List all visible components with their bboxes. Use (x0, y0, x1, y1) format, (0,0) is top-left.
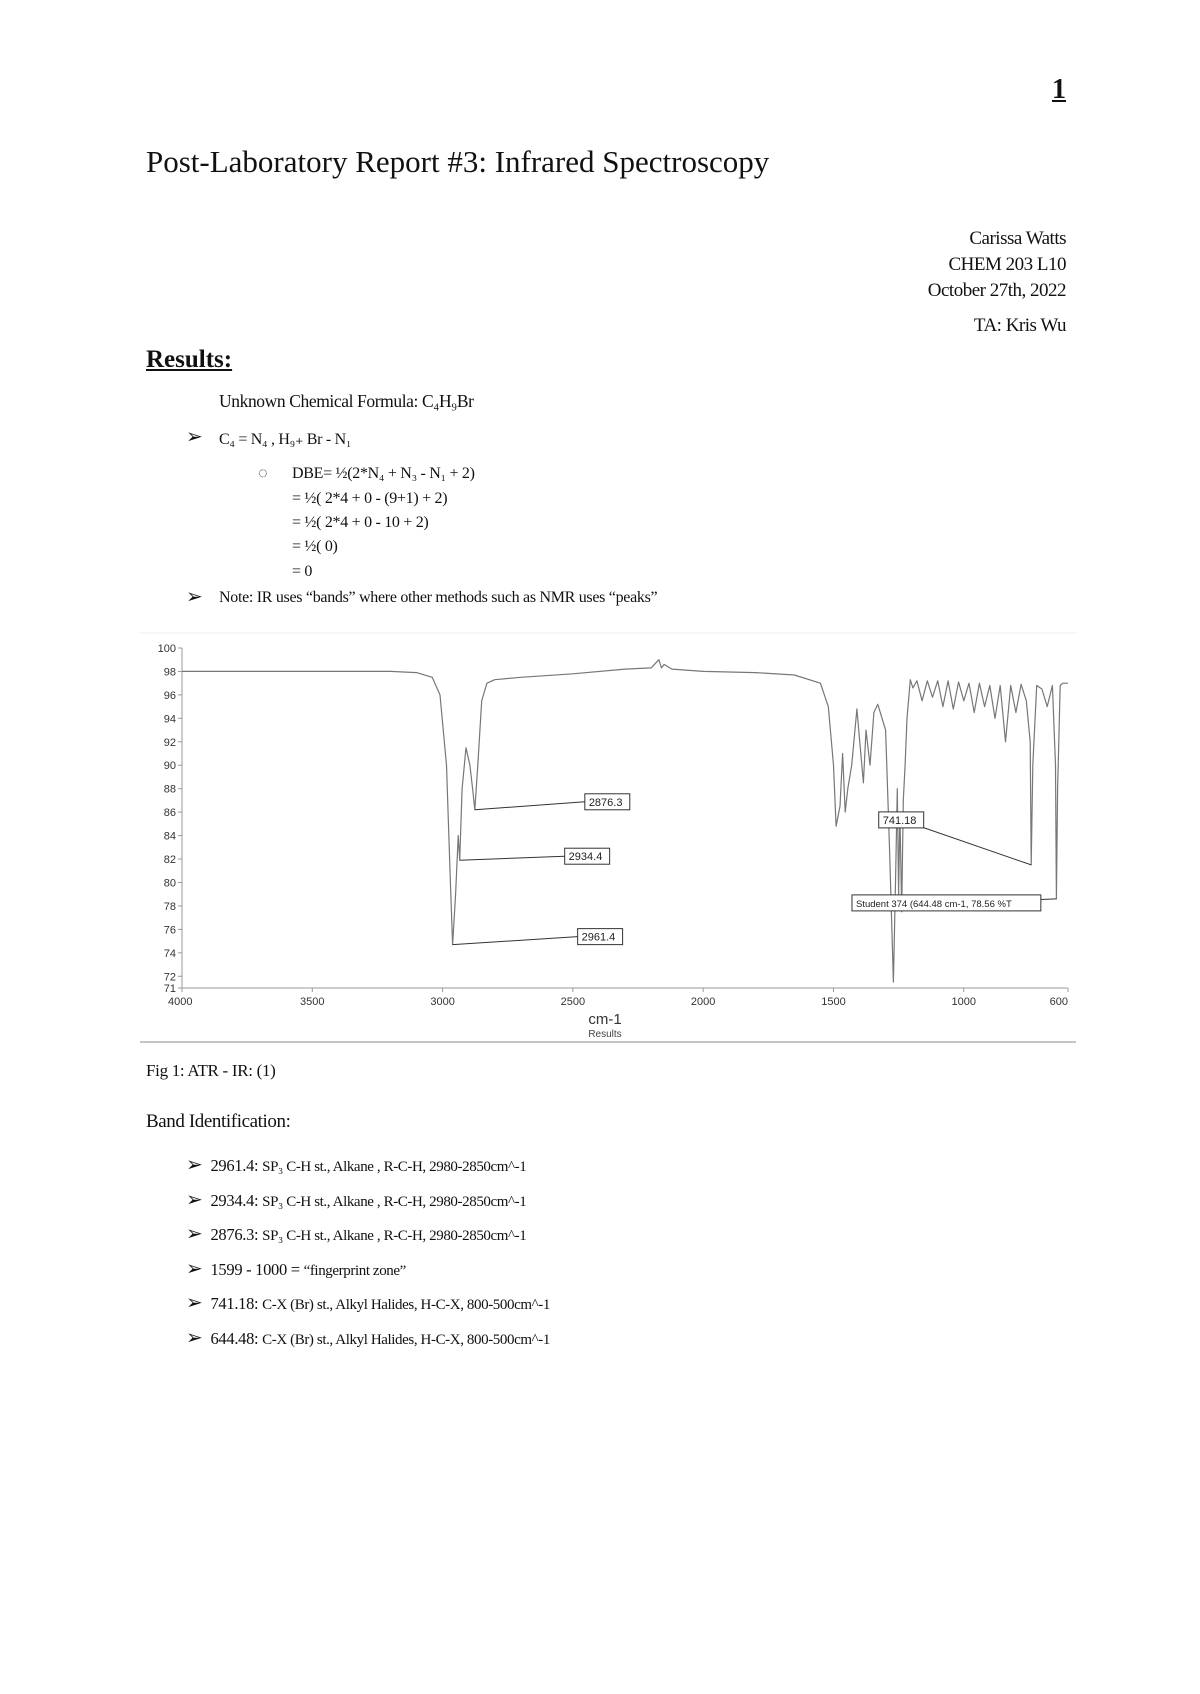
x-tick-label: 3000 (430, 996, 455, 1008)
page-number: 1 (1052, 74, 1066, 105)
band-description: SP₃ C-H st., Alkane , R-C-H, 2980-2850cm^-1 (262, 1159, 527, 1175)
formula-line: Unknown Chemical Formula: C₄H₉Br (219, 391, 474, 411)
dbe-line: = ½( 2*4 + 0 - 10 + 2) (292, 514, 429, 531)
band-description: C-X (Br) st., Alkyl Halides, H-C-X, 800-500cm^-1 (262, 1297, 550, 1313)
band-item (186, 1152, 526, 1177)
x-tick-label: 4000 (168, 996, 193, 1008)
band-value: 2876.3: (210, 1225, 259, 1244)
band-description: SP₃ C-H st., Alkane , R-C-H, 2980-2850cm^-1 (262, 1228, 527, 1244)
x-tick-label: 3500 (300, 996, 325, 1008)
x-tick-label: 2000 (690, 996, 716, 1008)
x-tick-label: 1000 (951, 996, 977, 1008)
band-value: 2961.4: (210, 1156, 259, 1175)
band-description: SP₃ C-H st., Alkane , R-C-H, 2980-2850cm^-1 (262, 1193, 527, 1210)
y-tick-label: 100 (157, 643, 176, 655)
band-value: 741.18: (210, 1294, 259, 1313)
author-name: Carissa Watts (969, 228, 1066, 249)
band-item (186, 1256, 406, 1281)
y-tick-label: 98 (163, 666, 176, 679)
y-tick-label: 72 (163, 971, 176, 984)
y-tick-label: 88 (163, 783, 176, 796)
y-tick-label: 86 (163, 807, 176, 820)
ta-name: TA: Kris Wu (973, 315, 1066, 336)
band-identification-title: Band Identification: (146, 1111, 291, 1132)
annotation-label: 741.18 (882, 814, 917, 827)
annotation-leader (460, 856, 565, 860)
band-item (186, 1325, 550, 1350)
arrow-bullet-icon: ➢ (186, 426, 203, 448)
band-description: C-X (Br) st., Alkyl Halides, H-C-X, 800-500cm^-1 (262, 1331, 550, 1348)
band-value: 1599 - 1000 = (210, 1259, 300, 1279)
dbe-line: DBE= ½(2*N₄ + N₃ - N₁ + 2) (292, 465, 475, 482)
x-tick-label: 2500 (560, 996, 586, 1008)
note-text: Note: IR uses “bands” where other methods such as NMR uses “peaks” (219, 589, 658, 606)
band-item (186, 1187, 526, 1212)
y-tick-label: 94 (163, 713, 176, 726)
band-value: 644.48: (210, 1328, 259, 1348)
annotation-leader (475, 802, 585, 810)
arrow-bullet-icon: ➢ (186, 586, 203, 608)
y-tick-label: 92 (163, 736, 176, 749)
page-title: Post-Laboratory Report #3: Infrared Spectroscopy (146, 144, 770, 179)
chart-footer: Results (588, 1029, 622, 1040)
band-value: 2934.4: (210, 1190, 259, 1210)
dbe-line: = ½( 0) (292, 538, 338, 555)
band-item (186, 1221, 526, 1246)
arrow-bullet-icon: ➢ (186, 1292, 203, 1314)
x-axis-label: cm-1 (588, 1011, 622, 1028)
ir-spectrum-chart (140, 628, 1076, 1048)
y-tick-label: 82 (163, 854, 176, 867)
annotation-label: 2876.3 (588, 796, 623, 809)
annotation-leader (453, 937, 578, 945)
arrow-bullet-icon: ➢ (186, 1223, 203, 1245)
dbe-line: = 0 (292, 563, 313, 580)
arrow-bullet-icon: ➢ (186, 1188, 203, 1211)
arrow-bullet-icon: ➢ (186, 1257, 203, 1280)
y-tick-label: 74 (163, 947, 176, 960)
x-tick-label: 1500 (821, 996, 846, 1008)
report-date: October 27th, 2022 (927, 280, 1066, 301)
band-item (186, 1290, 550, 1315)
arrow-bullet-icon: ➢ (186, 1326, 203, 1349)
x-tick-label: 600 (1049, 996, 1068, 1008)
course-code: CHEM 203 L10 (948, 254, 1066, 275)
figure-caption: Fig 1: ATR - IR: (1) (146, 1061, 276, 1080)
y-tick-label: 78 (163, 900, 176, 913)
annotation-label: 2934.4 (568, 851, 603, 864)
y-tick-label: 71 (163, 983, 176, 995)
y-tick-label: 76 (163, 924, 176, 937)
y-tick-label: 90 (163, 760, 176, 773)
dbe-line: = ½( 2*4 + 0 - (9+1) + 2) (292, 490, 448, 507)
y-tick-label: 80 (163, 877, 176, 890)
spectrum-line (182, 660, 1068, 982)
annotation-label: Student 374 (644.48 cm-1, 78.56 %T (855, 898, 1012, 910)
y-tick-label: 84 (163, 830, 176, 843)
arrow-bullet-icon: ➢ (186, 1154, 203, 1176)
band-description: “fingerprint zone” (303, 1262, 406, 1279)
annotation-label: 2961.4 (581, 931, 616, 944)
formula-breakdown: C₄ = N₄ , H₉₊ Br - N₁ (219, 431, 352, 448)
y-tick-label: 96 (163, 689, 176, 702)
results-heading: Results: (146, 346, 233, 373)
circle-bullet-icon: ◌ (258, 465, 268, 482)
